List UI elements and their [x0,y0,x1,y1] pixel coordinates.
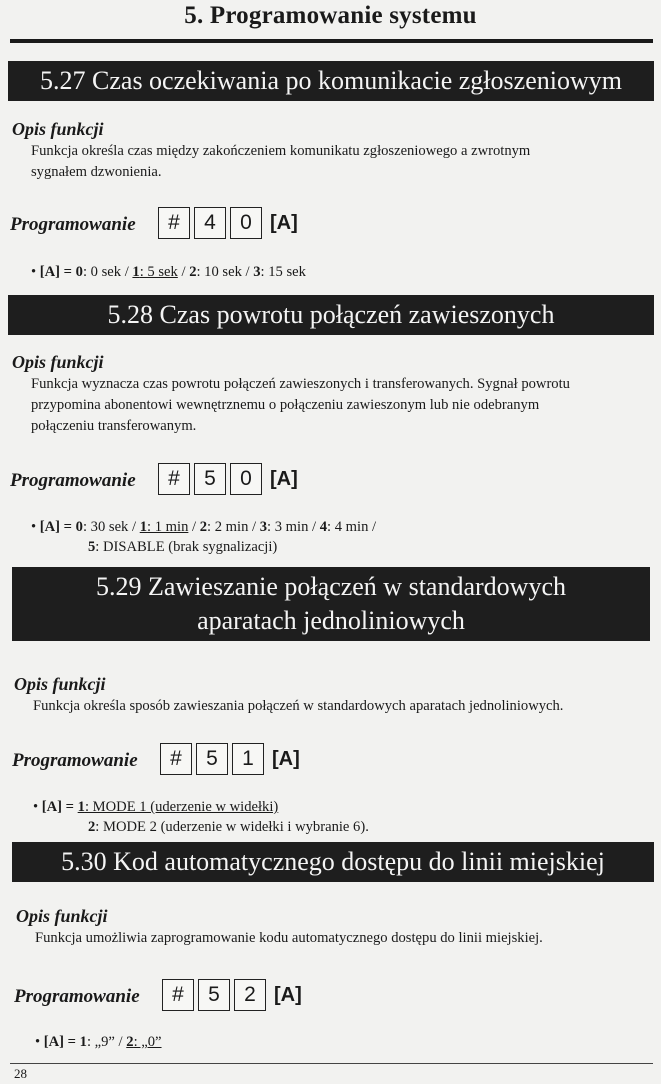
description-line: Funkcja określa sposób zawieszania połączeń w standardowych aparatach jednoliniowych. [33,698,564,714]
option-separator: / [188,519,200,535]
option-text: : DISABLE (brak sygnalizacji) [95,539,278,555]
description-line: sygnałem dzwonienia. [31,164,162,180]
param-ref: [A] = [41,799,74,815]
option-text: : 3 min / [267,519,320,535]
key-hash: # [162,979,194,1011]
description-text [35,928,543,949]
bullet: • [35,1034,41,1050]
option-value-default: 2 [126,1034,134,1050]
section-title-5-27: 5.27 Czas oczekiwania po komunikacie zgłoszeniowym [8,61,654,101]
key-digit: 2 [234,979,266,1011]
section-title-line: 5.29 Zawieszanie połączeń w standardowych [96,572,566,601]
option-line [35,1033,162,1052]
option-text: : 0 sek / [82,264,133,280]
option-value: 3 [259,519,268,535]
param-ref: [A] = [43,1034,76,1050]
key-digit: 5 [194,463,226,495]
description-line: połączeniu transferowanym. [31,418,197,434]
description-text [31,141,530,183]
key-digit: 5 [198,979,230,1011]
section-title-5-29 [12,567,650,641]
option-value: 3 [253,264,261,280]
option-value: 0 [75,519,83,535]
description-line: przypomina abonentowi wewnętrznemu o połączeniu zawieszonym lub nie odebranym [31,397,540,413]
description-text [31,374,570,437]
option-value-default: 1 [132,264,140,280]
option-text-default: : MODE 1 (uderzenie w widełki) [84,799,279,815]
option-value: 2 [189,264,197,280]
section-title-line: aparatach jednoliniowych [197,606,465,635]
param-ref: [A] = [39,264,72,280]
key-digit: 0 [230,207,262,239]
description-label: Opis funkcji [16,906,108,926]
header-rule [10,39,653,43]
option-line [88,818,369,837]
option-text: : 2 min / [207,519,260,535]
option-line [31,263,306,282]
bullet: • [31,264,37,280]
section-title-5-30: 5.30 Kod automatycznego dostępu do linii miejskiej [12,842,654,882]
key-digit: 1 [232,743,264,775]
option-value: 0 [75,264,83,280]
option-text-default: : 1 min [147,519,189,535]
option-text: : 30 sek / [82,519,140,535]
option-line [33,798,278,817]
option-value: 2 [199,519,208,535]
option-line [88,538,277,557]
key-hash: # [160,743,192,775]
option-line [31,518,376,537]
option-text: : 4 min / [327,519,377,535]
key-digit: 5 [196,743,228,775]
description-line: Funkcja określa czas między zakończeniem komunikatu zgłoszeniowego a zwrotnym [31,143,531,159]
option-value-default: 1 [77,799,85,815]
option-value: 1 [79,1034,87,1050]
programming-label: Programowanie [10,214,136,235]
option-text-default: : „0” [133,1034,162,1050]
key-sequence [158,463,298,495]
description-line: Funkcja umożliwia zaprogramowanie kodu automatycznego dostępu do linii miejskiej. [35,930,543,946]
description-text [33,696,563,717]
key-sequence [162,979,302,1011]
programming-label: Programowanie [12,750,138,771]
programming-label: Programowanie [10,470,136,491]
option-text: : MODE 2 (uderzenie w widełki i wybranie 6). [95,819,369,835]
param-a: [A] [272,747,300,770]
page-header: 5. Programowanie systemu [184,2,477,29]
option-text: : „9” / [86,1034,127,1050]
key-digit: 4 [194,207,226,239]
key-hash: # [158,463,190,495]
option-separator: / [177,264,190,280]
programming-label: Programowanie [14,986,140,1007]
option-value-default: 1 [139,519,148,535]
bullet: • [33,799,39,815]
param-a: [A] [274,983,302,1006]
page-number: 28 [14,1066,27,1081]
description-line: Funkcja wyznacza czas powrotu połączeń zawieszonych i transferowanych. Sygnał powrotu [31,376,570,392]
param-a: [A] [270,211,298,234]
option-text: : 15 sek [260,264,306,280]
option-value: 5 [88,539,96,555]
description-label: Opis funkcji [14,674,106,694]
description-label: Opis funkcji [12,352,104,372]
key-sequence [158,207,298,239]
option-text: : 10 sek / [196,264,254,280]
option-value: 4 [319,519,328,535]
footer-rule [10,1063,653,1064]
key-digit: 0 [230,463,262,495]
description-label: Opis funkcji [12,119,104,139]
option-text-default: : 5 sek [139,264,178,280]
param-a: [A] [270,467,298,490]
param-ref: [A] = [39,519,72,535]
key-sequence [160,743,300,775]
bullet: • [31,519,37,535]
section-title-5-28: 5.28 Czas powrotu połączeń zawieszonych [8,295,654,335]
option-value: 2 [88,819,96,835]
key-hash: # [158,207,190,239]
